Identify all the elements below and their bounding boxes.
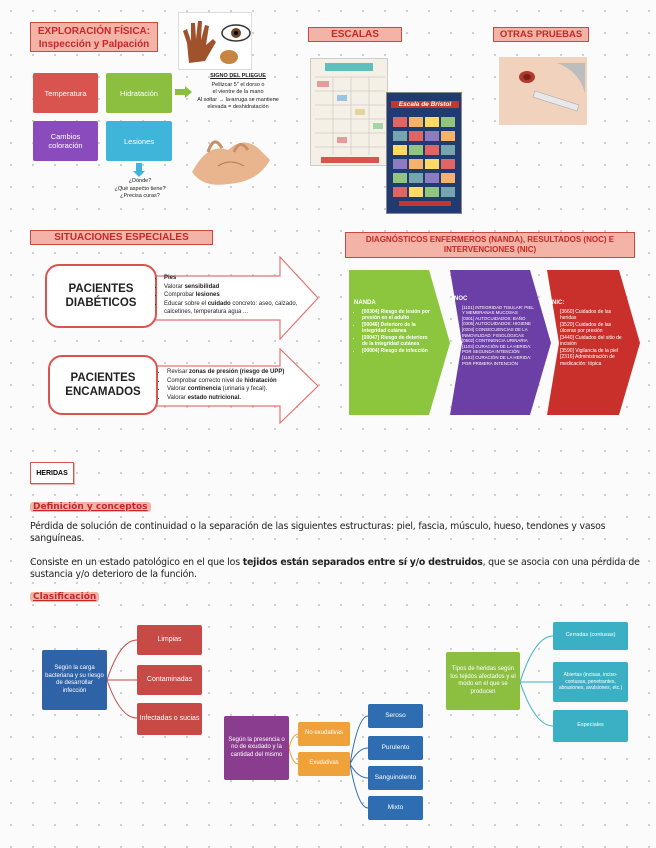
tejidos-item-cerradas: Cerradas (contusas) bbox=[553, 622, 628, 650]
otras-pruebas-header: OTRAS PRUEBAS bbox=[493, 27, 589, 42]
bristol-poster-title: Escala de Bristol bbox=[391, 101, 459, 108]
encamados-bullet: • Revisar zonas de presión (riesgo de UPP) bbox=[167, 368, 317, 377]
clasificacion-title: Clasificación bbox=[30, 592, 99, 602]
noc-item: • [1101] INTEGRIDAD TISULAR: PIEL Y MEMBRANAS MUCOSAS bbox=[462, 305, 534, 316]
noc-item: • [0301] AUTOCUIDADOS: BAÑO bbox=[462, 316, 534, 322]
nanda-title: NANDA bbox=[354, 300, 376, 306]
carga-item-contaminadas: Contaminadas bbox=[137, 665, 202, 695]
lesiones-label: Lesiones bbox=[123, 136, 155, 146]
carga-bacteriana-root: Según la carga bacteriana y su riesgo de desarrollar infección bbox=[42, 650, 107, 710]
nic-item: • [3440] Cuidados del sitio de incisión bbox=[560, 335, 624, 348]
diagnosticos-header: DIAGNÓSTICOS ENFERMEROS (NANDA), RESULTADOS (NOC) E INTERVENCIONES (NIC) bbox=[345, 232, 635, 258]
exudado-item-purulento: Purulento bbox=[368, 736, 423, 760]
exudado-mid-no-exudativas: No exudativas bbox=[298, 722, 350, 746]
cambios-label: Cambios coloración bbox=[48, 132, 83, 150]
nic-item: • [3660] Cuidados de las heridas bbox=[560, 309, 624, 322]
hidratacion-label: Hidratación bbox=[120, 88, 158, 98]
nanda-item: • [00046] Deterioro de la integridad cutánea bbox=[362, 322, 430, 335]
signo-pliegue-line2: el vientre de la mano bbox=[212, 89, 264, 95]
nic-item: • [2316] Administración de medicación: tópica bbox=[560, 354, 624, 367]
signo-pliegue-line4: elevada = deshidratación bbox=[207, 104, 269, 110]
noc-item: • [1102] CURACIÓN DE LA HERIDA: POR PRIMERA INTENCIÓN bbox=[462, 355, 534, 366]
definicion-title: Definición y conceptos bbox=[30, 502, 151, 512]
nic-item: • [3520] Cuidados de las úlceras por presión bbox=[560, 322, 624, 335]
exploracion-title: EXPLORACIÓN FÍSICA: bbox=[37, 26, 151, 37]
heridas-label: HERIDAS bbox=[30, 462, 74, 484]
diabeticos-bullet: • Pies bbox=[164, 274, 299, 283]
nanda-item: • [00047] Riesgo de deterioro de la integridad cutánea bbox=[362, 335, 430, 348]
carga-item-infectadas: Infectadas o sucias bbox=[137, 703, 202, 735]
lesiones-q1: ¿Dónde? bbox=[128, 178, 152, 184]
definicion-text-2: Consiste en un estado patológico en el que los tejidos están separados entre sí y/o destruidos, que se asocia con una pérdida de sustancia y/o deterioro de la función. bbox=[30, 557, 640, 580]
nanda-item: • [00004] Riesgo de infección bbox=[362, 348, 430, 355]
nic-item: • [3590] Vigilancia de la piel bbox=[560, 348, 624, 355]
encamados-bullet: • Valorar estado nutricional. bbox=[167, 394, 317, 403]
carga-item-limpias: Limpias bbox=[137, 625, 202, 655]
temperatura-label: Temperatura bbox=[44, 88, 87, 98]
encamados-bullet: • Valorar continencia (urinaria y fecal). bbox=[167, 385, 317, 394]
noc-item: • [0204] CONSECUENCIAS DE LA INMOVILIDAD: FISIOLÓGICAS bbox=[462, 327, 534, 338]
definicion-text-1: Pérdida de solución de continuidad o la separación de las siguientes estructuras: piel, fascia, músculo, hueso, tendones y vasos sanguíneas. bbox=[30, 521, 606, 544]
encamados-bullet: • Comprobar correcto nivel de hidratación bbox=[167, 377, 317, 386]
pacientes-diabeticos-label: PACIENTES DIABÉTICOS bbox=[65, 283, 137, 309]
escalas-header: ESCALAS bbox=[308, 27, 402, 42]
noc-item: • [0502] CONTINENCIA URINARIA bbox=[462, 338, 534, 344]
exudado-root: Según la presencia o no de exudado y la cantidad del mismo bbox=[224, 716, 289, 780]
noc-title: NOC bbox=[454, 296, 468, 302]
exudado-item-seroso: Seroso bbox=[368, 704, 423, 728]
signo-pliegue-title: SIGNO DEL PLIEGUE bbox=[210, 73, 266, 79]
tejidos-item-abiertas: Abiertas (incisas, inciso-contusas, penetrantes, abrasiones, avulsiones, etc.) bbox=[553, 662, 628, 702]
signo-pliegue-line3: Al soltar → la arruga se mantiene bbox=[197, 96, 279, 103]
exudado-item-mixto: Mixto bbox=[368, 796, 423, 820]
diabeticos-bullet: • Comprobar lesiones bbox=[164, 291, 299, 300]
lesiones-q2: ¿Qué aspecto tiene? bbox=[114, 185, 166, 192]
signo-pliegue-line1: Pellizcar 5" el dorso o bbox=[211, 81, 265, 88]
noc-item: • [1103] CURACIÓN DE LA HERIDA: POR SEGUNDA INTENCIÓN bbox=[462, 344, 534, 355]
tejidos-item-especiales: Especiales bbox=[553, 710, 628, 742]
diabeticos-bullet: • Educar sobre el cuidado concreto: aseo, calzado, calcetines, temperatura agua ... bbox=[164, 300, 299, 317]
pacientes-encamados-label: PACIENTES ENCAMADOS bbox=[65, 372, 141, 398]
tejidos-root: Tipos de heridas según los tejidos afectados y el modo en el que se producen bbox=[446, 652, 520, 710]
exploracion-subtitle: Inspección y Palpación bbox=[38, 39, 150, 50]
noc-item: • [0305] AUTOCUIDADOS: HIGIENE bbox=[462, 321, 534, 327]
exudado-item-sanguinolento: Sanguinolento bbox=[368, 766, 423, 790]
situaciones-header: SITUACIONES ESPECIALES bbox=[30, 230, 213, 245]
diabeticos-bullet: • Valorar sensibilidad bbox=[164, 283, 299, 292]
exudado-mid-exudativas: Exudativas bbox=[298, 752, 350, 776]
lesiones-q3: ¿Precisa curas? bbox=[120, 193, 160, 199]
nic-title: NIC: bbox=[552, 300, 565, 306]
nanda-item: • [00304] Riesgo de lesión por presión en el adulto bbox=[362, 309, 430, 322]
